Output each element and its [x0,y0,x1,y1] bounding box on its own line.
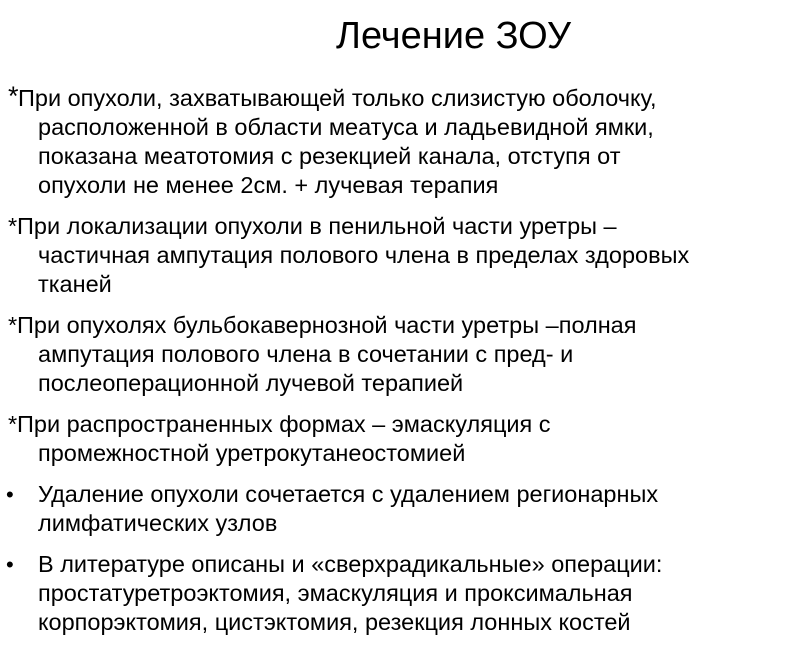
slide-title: Лечение ЗОУ [336,15,572,57]
item-line: В литературе описаны и «сверхрадикальные» операции: [38,551,663,577]
bullet-marker: • [6,552,14,577]
content-list [0,81,800,649]
item-line: корпорэктомия, цистэктомия, резекция лонных костей [38,609,631,635]
item-line: опухоли не менее 2см. + лучевая терапия [38,172,499,198]
bullet-marker: • [6,482,14,507]
item-line: При распространенных формах – эмаскуляция с [17,411,551,437]
item-line: Удаление опухоли сочетается с удалением регионарных [38,481,659,507]
item-line: тканей [38,271,112,297]
item-line: промежностной уретрокутанеостомией [38,440,466,466]
item-line: При опухолях бульбокавернозной части уретры –полная [17,312,637,338]
item-line: послеоперационной лучевой терапией [38,370,464,396]
list-item [0,480,800,538]
item-line: расположенной в области меатуса и ладьевидной ямки, [38,114,654,140]
item-line: лимфатических узлов [38,510,278,536]
item-line: простатуретроэктомия, эмаскуляция и проксимальная [38,580,633,606]
item-line: При опухоли, захватывающей только слизистую оболочку, [18,85,657,111]
list-item [0,81,800,200]
asterisk-marker: * [8,213,18,239]
asterisk-marker: * [8,312,18,338]
list-item [0,311,800,398]
list-item [0,212,800,299]
item-line: ампутация полового члена в сочетании с пред- и [38,341,574,367]
item-line: При локализации опухоли в пенильной части уретры – [17,213,617,239]
list-item [0,550,800,637]
item-line: частичная ампутация полового члена в пределах здоровых [38,242,690,268]
asterisk-marker: * [8,411,18,437]
item-line: показана меатотомия с резекцией канала, отступя от [38,143,621,169]
list-item [0,410,800,468]
asterisk-marker: * [8,81,19,111]
